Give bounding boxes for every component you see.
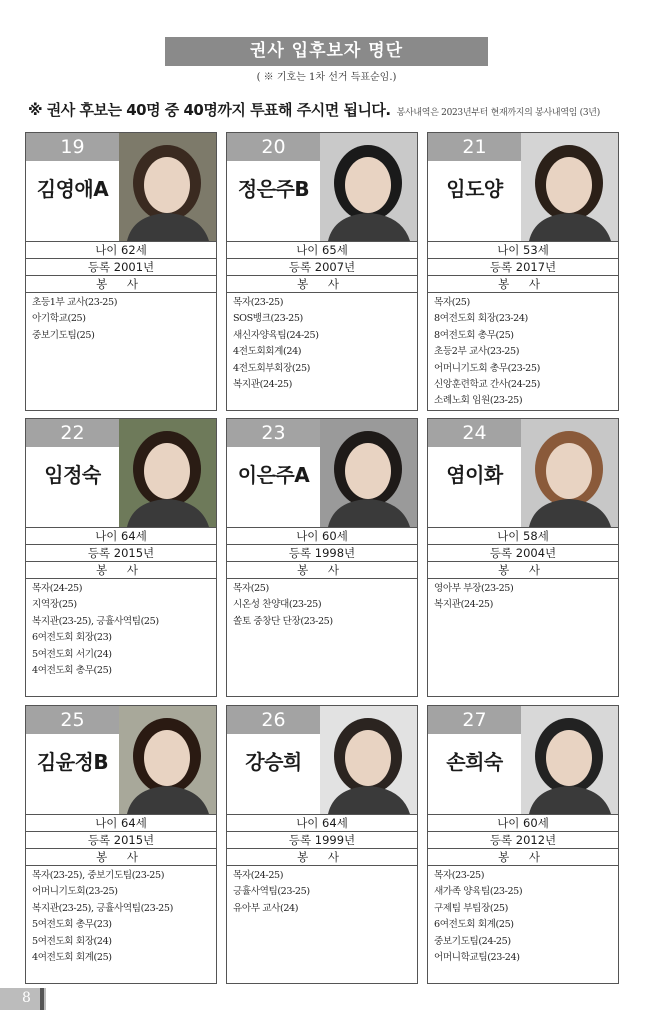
candidate-name: 염이화 (446, 463, 503, 487)
service-item: 소례노회 임원(23-25) (434, 395, 523, 407)
service-item: 복지관(23-25), 긍휼사역팀(25) (32, 615, 159, 627)
notice-main-text: ※ 권사 후보는 40명 중 40명까지 투표해 주시면 됩니다. (28, 101, 391, 119)
service-item: 6여전도회 회계(25) (434, 919, 514, 931)
candidate-number: 24 (428, 419, 521, 447)
service-header: 봉 사 (26, 275, 216, 292)
service-item: 초등1부 교사(23-25) (32, 297, 118, 308)
service-item: 지역장(25) (32, 599, 77, 611)
service-item: 목자(25) (233, 583, 269, 594)
candidate-age: 나이 60세 (227, 527, 417, 544)
service-header: 봉 사 (227, 561, 417, 578)
candidate-name: 김영애A (36, 177, 109, 201)
candidate-photo (320, 419, 417, 527)
service-item: 4여전도회 회계(25) (32, 951, 112, 963)
candidate-number: 21 (428, 133, 521, 161)
candidate-number: 23 (227, 419, 320, 447)
service-item: 쏠토 중창단 단장(23-25) (233, 615, 333, 627)
page-title: 권사 입후보자 명단 (165, 37, 488, 66)
service-list (227, 578, 417, 630)
page-number: 8 (22, 990, 31, 1006)
service-item: 목자(23-25), 중보기도팀(23-25) (32, 870, 165, 881)
service-item: 아기학교(25) (32, 313, 86, 325)
candidate-name: 김윤정B (36, 750, 109, 774)
candidate-registered: 등록 2015년 (26, 831, 216, 848)
service-header: 봉 사 (227, 848, 417, 865)
service-item: 목자(25) (434, 297, 470, 308)
service-list (428, 578, 618, 614)
candidate-card (226, 418, 418, 697)
service-item: 긍휼사역팀(23-25) (233, 886, 310, 898)
candidate-card (25, 132, 217, 411)
service-list (227, 865, 417, 917)
candidate-photo (119, 419, 216, 527)
candidate-card (226, 705, 418, 984)
service-item: 4전도회부회장(25) (233, 362, 311, 374)
service-list (26, 292, 216, 344)
service-list (26, 865, 216, 966)
service-header: 봉 사 (428, 561, 618, 578)
candidate-photo (521, 706, 618, 814)
notice-side-text: 봉사내역은 2023년부터 현재까지의 봉사내역임 (3년) (396, 108, 600, 118)
page-number-tab (0, 988, 46, 1010)
service-header: 봉 사 (428, 275, 618, 292)
candidate-registered: 등록 2001년 (26, 258, 216, 275)
service-item: 목자(23-25) (434, 870, 485, 881)
candidate-photo (521, 419, 618, 527)
candidate-photo (320, 706, 417, 814)
candidate-photo (119, 706, 216, 814)
candidate-name: 손희숙 (446, 750, 503, 774)
service-item: 8여전도회 회장(23-24) (434, 313, 528, 325)
service-list (428, 292, 618, 410)
candidate-number: 20 (227, 133, 320, 161)
candidate-age: 나이 60세 (428, 814, 618, 831)
candidate-card (427, 705, 619, 984)
candidate-card (25, 705, 217, 984)
service-item: 복지관(24-25) (233, 378, 292, 390)
service-item: 어머니기도회(23-25) (32, 886, 118, 898)
service-item: 구제팀 부팀장(25) (434, 902, 508, 914)
service-item: 8여전도회 총무(25) (434, 329, 514, 341)
page-subtitle: ( ※ 기호는 1차 선거 득표순임.) (256, 72, 397, 83)
service-item: 유아부 교사(24) (233, 902, 299, 914)
candidate-registered: 등록 2004년 (428, 544, 618, 561)
candidate-number: 25 (26, 706, 119, 734)
candidate-age: 나이 58세 (428, 527, 618, 544)
service-item: 6여전도회 회장(23) (32, 632, 112, 644)
candidate-age: 나이 64세 (26, 814, 216, 831)
candidate-photo (521, 133, 618, 241)
service-item: 새가족 양육팀(23-25) (434, 886, 523, 898)
service-item: 복지관(23-25), 긍휼사역팀(23-25) (32, 902, 173, 914)
candidate-registered: 등록 2017년 (428, 258, 618, 275)
service-item: 어머니기도회 총무(23-25) (434, 362, 540, 374)
candidate-name: 정은주B (237, 177, 310, 201)
service-item: 영아부 부장(23-25) (434, 583, 514, 594)
service-header: 봉 사 (227, 275, 417, 292)
candidate-name: 임도양 (446, 177, 503, 201)
service-item: 어머니학교팀(23-24) (434, 951, 520, 963)
candidate-card (427, 132, 619, 411)
service-item: 4여전도회 총무(25) (32, 664, 112, 676)
service-list (428, 865, 618, 966)
candidate-registered: 등록 2015년 (26, 544, 216, 561)
service-item: 초등2부 교사(23-25) (434, 346, 520, 358)
service-item: 5여전도회 총무(23) (32, 919, 112, 931)
candidate-age: 나이 64세 (227, 814, 417, 831)
candidate-number: 19 (26, 133, 119, 161)
service-list (227, 292, 417, 393)
service-header: 봉 사 (26, 848, 216, 865)
candidate-name: 이은주A (237, 463, 310, 487)
candidate-age: 나이 62세 (26, 241, 216, 258)
service-item: 4전도회회계(24) (233, 346, 302, 358)
candidate-card (25, 418, 217, 697)
service-item: 시온성 찬양대(23-25) (233, 599, 322, 611)
service-header: 봉 사 (428, 848, 618, 865)
candidate-age: 나이 64세 (26, 527, 216, 544)
service-item: 5여전도회 회장(24) (32, 935, 112, 947)
candidate-card (427, 418, 619, 697)
service-item: 목자(23-25) (233, 297, 284, 308)
candidate-registered: 등록 1998년 (227, 544, 417, 561)
candidate-registered: 등록 2012년 (428, 831, 618, 848)
candidate-card (226, 132, 418, 411)
service-item: 목자(24-25) (233, 870, 284, 881)
service-item: 중보기도팀(24-25) (434, 935, 511, 947)
service-item: 신앙훈련학교 간사(24-25) (434, 378, 540, 390)
candidate-photo (119, 133, 216, 241)
service-item: 복지관(24-25) (434, 599, 493, 611)
candidate-age: 나이 65세 (227, 241, 417, 258)
candidate-age: 나이 53세 (428, 241, 618, 258)
service-list (26, 578, 216, 679)
candidate-number: 22 (26, 419, 119, 447)
candidate-registered: 등록 2007년 (227, 258, 417, 275)
service-item: SOS뱅크(23-25) (233, 313, 303, 325)
service-item: 새신자양육팀(24-25) (233, 329, 319, 341)
candidate-number: 26 (227, 706, 320, 734)
candidate-registered: 등록 1999년 (227, 831, 417, 848)
candidate-photo (320, 133, 417, 241)
candidate-name: 강승희 (245, 750, 302, 774)
candidate-name: 임정숙 (44, 463, 101, 487)
service-item: 5여전도회 서기(24) (32, 648, 112, 660)
service-item: 목자(24-25) (32, 583, 83, 594)
service-item: 중보기도팀(25) (32, 329, 95, 341)
candidate-number: 27 (428, 706, 521, 734)
page-number-rule (40, 988, 44, 1010)
service-header: 봉 사 (26, 561, 216, 578)
voting-notice (28, 99, 638, 125)
